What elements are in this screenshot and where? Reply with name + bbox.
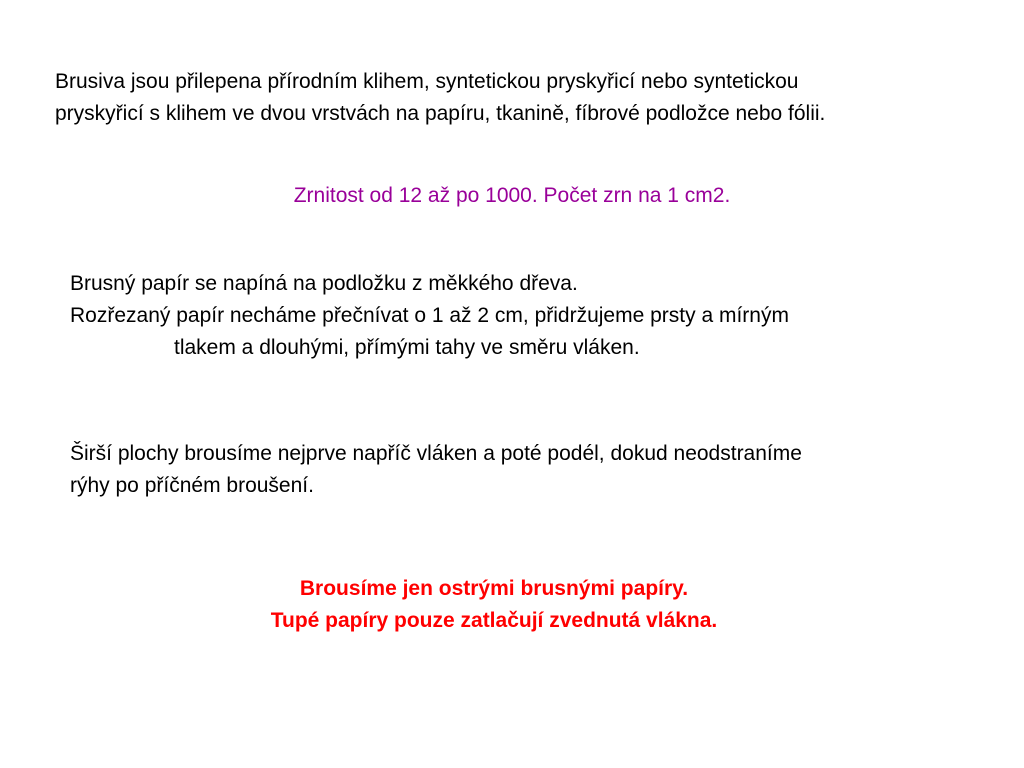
grit-statement: Zrnitost od 12 až po 1000. Počet zrn na 1 cm2.	[293, 184, 731, 207]
warning-line-2: Tupé papíry pouze zatlačují zvednutá vlákna.	[270, 609, 718, 632]
usage-line-1: Brusný papír se napíná na podložku z měkkého dřeva.	[70, 272, 578, 295]
wide-surfaces-paragraph	[70, 438, 802, 502]
usage-line-3: tlakem a dlouhými, přímými tahy ve směru vláken.	[174, 336, 640, 359]
intro-line-1: Brusiva jsou přilepena přírodním klihem, syntetickou pryskyřicí nebo syntetickou	[55, 70, 799, 93]
wide-line-2: rýhy po příčném broušení.	[70, 474, 314, 497]
usage-line-2: Rozřezaný papír necháme přečnívat o 1 až 2 cm, přidržujeme prsty a mírným	[70, 304, 789, 327]
intro-line-2: pryskyřicí s klihem ve dvou vrstvách na papíru, tkanině, fíbrové podložce nebo fólii.	[55, 102, 826, 125]
wide-line-1: Širší plochy brousíme nejprve napříč vláken a poté podél, dokud neodstraníme	[70, 442, 802, 465]
intro-paragraph	[55, 66, 825, 130]
usage-paragraph	[70, 268, 789, 364]
warning-note	[0, 573, 988, 637]
warning-line-1: Brousíme jen ostrými brusnými papíry.	[299, 577, 689, 600]
